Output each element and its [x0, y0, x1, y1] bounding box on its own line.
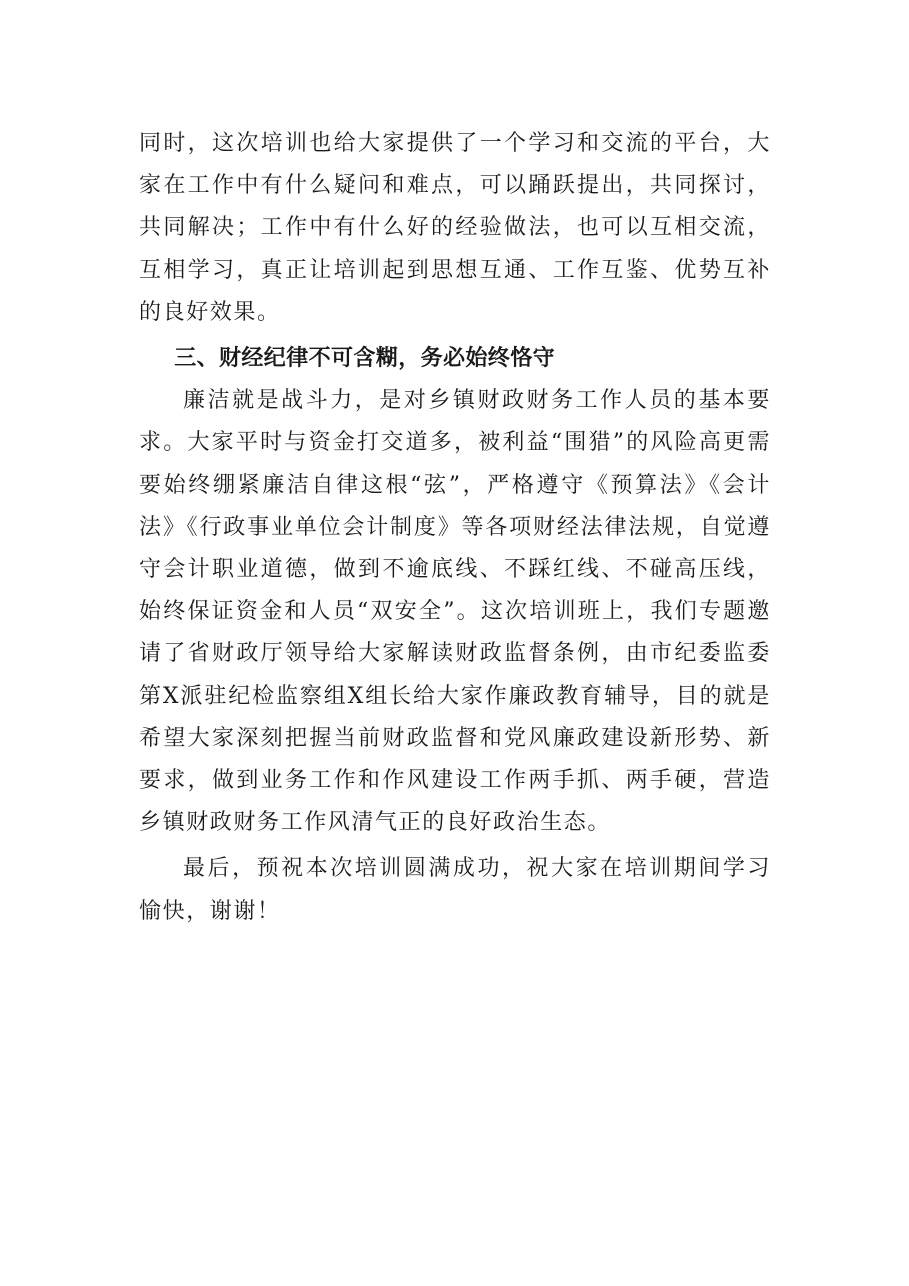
- paragraph-integrity: 廉洁就是战斗力，是对乡镇财政财务工作人员的基本要求。大家平时与资金打交道多，被利益“围猎”的风险高更需要始终绷紧廉洁自律这根“弦”，严格遵守《预算法》《会计法》《行政事业单位会计制度》等各项财经法律法规，自觉遵守会计职业道德，做到不逾底线、不踩红线、不碰高压线，始终保证资金和人员“双安全”。这次培训班上，我们专题邀请了省财政厅领导给大家解读财政监督条例，由市纪委监委第X派驻纪检监察组X组长给大家作廉政教育辅导，目的就是希望大家深刻把握当前财政监督和党风廉政建设新形势、新要求，做到业务工作和作风建设工作两手抓、两手硬，营造乡镇财政财务工作风清气正的良好政治生态。: [139, 388, 771, 836]
- paragraph-platform-exchange: 同时，这次培训也给大家提供了一个学习和交流的平台，大家在工作中有什么疑问和难点，可以踊跃提出，共同探讨，共同解决；工作中有什么好的经验做法，也可以互相交流，互相学习，真正让培训起到思想互通、工作互鉴、优势互补的良好效果。: [139, 131, 771, 325]
- document-page: [139, 123, 771, 933]
- paragraph-closing-remarks: 最后，预祝本次培训圆满成功，祝大家在培训期间学习愉快，谢谢！: [139, 856, 771, 924]
- section-heading-financial-discipline: 三、财经纪律不可含糊，务必始终恪守: [174, 346, 555, 372]
